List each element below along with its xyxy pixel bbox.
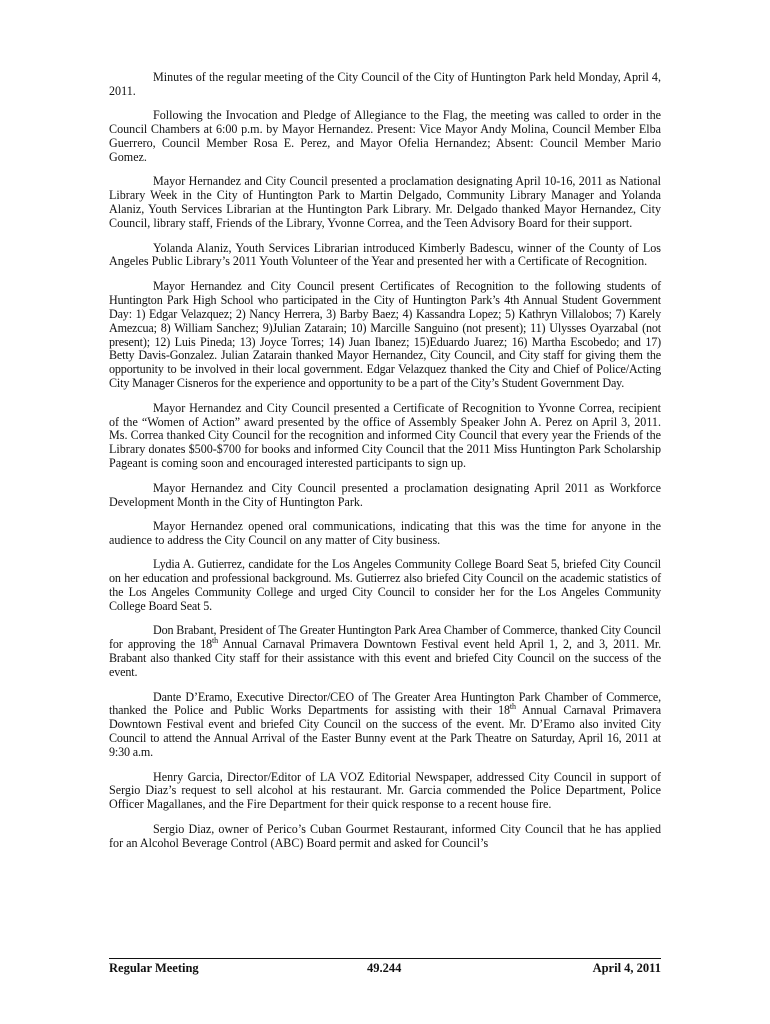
paragraph-garcia: Henry Garcia, Director/Editor of LA VOZ Editorial Newspaper, addressed City Council in support of Sergio Diaz’s request to sell alcohol at his restaurant. Mr. Garcia commended the Police Department, Police Officer Magallanes, and the Fire Department for their quick response to a recent house fire.: [109, 769, 661, 812]
paragraph-opening: Minutes of the regular meeting of the City Council of the City of Huntington Park held Monday, April 4, 2011.: [109, 70, 661, 98]
paragraph-diaz: Sergio Diaz, owner of Perico’s Cuban Gourmet Restaurant, informed City Council that he has applied for an Alcohol Beverage Control (ABC) Board permit and asked for Council’s: [109, 821, 661, 850]
minutes-body: [109, 71, 661, 861]
paragraph-oral-communications: Mayor Hernandez opened oral communications, indicating that this was the time for anyone in the audience to address the City Council on any matter of City business.: [109, 518, 661, 547]
paragraph-call-to-order: Following the Invocation and Pledge of Allegiance to the Flag, the meeting was called to order in the Council Chambers at 6:00 p.m. by Mayor Hernandez. Present: Vice Mayor Andy Molina, Council Member Elba Guerrero, Council Member Rosa E. Perez, and Mayor Ofelia Hernandez; Absent: Council Member Mario Gomez.: [109, 108, 661, 165]
footer-page-number: 49.244: [367, 961, 402, 975]
paragraph-workforce-month: Mayor Hernandez and City Council presented a proclamation designating April 2011 as Workforce Development Month in the City of Huntington Park.: [109, 480, 661, 509]
paragraph-gutierrez: Lydia A. Gutierrez, candidate for the Los Angeles Community College Board Seat 5, briefed City Council on her education and professional background. Ms. Gutierrez also briefed City Council on the academic statistics of the Los Angeles Community College and urged City Council to consider her for the Los Angeles Community College Board Seat 5.: [109, 557, 661, 613]
page-footer: [109, 958, 661, 975]
footer-meeting-type: Regular Meeting: [109, 961, 199, 975]
paragraph-student-government: Mayor Hernandez and City Council present Certificates of Recognition to the following students of Huntington Park High School who participated in the City of Huntington Park’s 4th Annual Student Government Day: 1) Edgar Velazquez; 2) Nancy Herrera, 3) Barby Baez; 4) Kassandra Lopez; 5) Kathryn Villalobos; 7) Karely Amezcua; 8) William Sanchez; 9)Julian Zatarain; 10) Marcille Sanguino (not present); 11) Ulysses Oyarzabal (not present); 12) Luis Pineda; 13) Joyce Torres; 14) Juan Ibanez; 15)Eduardo Juarez; 16) Martha Escobedo; and 17) Betty Davis-Gonzalez. Julian Zatarain thanked Mayor Hernandez, City Council, and City staff for giving them the opportunity to be involved in their local government. Edgar Velazquez thanked the City and Chief of Police/Acting City Manager Cisneros for the experience and opportunity to be a part of the City’s Student Government Day.: [109, 278, 661, 391]
paragraph-women-of-action: Mayor Hernandez and City Council presented a Certificate of Recognition to Yvonne Correa, recipient of the “Women of Action” award presented by the office of Assembly Speaker John A. Perez on April 3, 2011. Ms. Correa thanked City Council for the recognition and informed City Council that every year the Friends of the Library donates $500-$700 for books and informed City Council that the 2011 Miss Huntington Park Scholarship Pageant is coming soon and encouraged interested participants to sign up.: [109, 400, 661, 471]
paragraph-youth-volunteer: Yolanda Alaniz, Youth Services Librarian introduced Kimberly Badescu, winner of the County of Los Angeles Public Library’s 2011 Youth Volunteer of the Year and presented her with a Certificate of Recognition.: [109, 240, 661, 269]
paragraph-library-week: Mayor Hernandez and City Council presented a proclamation designating April 10-16, 2011 as National Library Week in the City of Huntington Park to Martin Delgado, Community Library Manager and Yolanda Alaniz, Youth Services Librarian at the Huntington Park Library. Mr. Delgado thanked Mayor Hernandez, City Council, library staff, Friends of the Library, Yvonne Correa, and the Teen Advisory Board for their support.: [109, 174, 661, 231]
paragraph-deramo: Dante D’Eramo, Executive Director/CEO of The Greater Area Huntington Park Chamber of Commerce, thanked the Police and Public Works Departments for assisting with their 18th Annual Carnaval Primavera Downtown Festival event and briefed City Council on the success of the event. Mr. D’Eramo also invited City Council to attend the Annual Arrival of the Easter Bunny event at the Park Theatre on Saturday, April 16, 2011 at 9:30 a.m.: [109, 689, 661, 760]
footer-meeting-date: April 4, 2011: [592, 961, 661, 975]
paragraph-brabant: Don Brabant, President of The Greater Huntington Park Area Chamber of Commerce, thanked City Council for approving the 18th Annual Carnaval Primavera Downtown Festival event held April 1, 2, and 3, 2011. Mr. Brabant also thanked City staff for their assistance with this event and briefed City Council on the success of the event.: [109, 623, 661, 680]
